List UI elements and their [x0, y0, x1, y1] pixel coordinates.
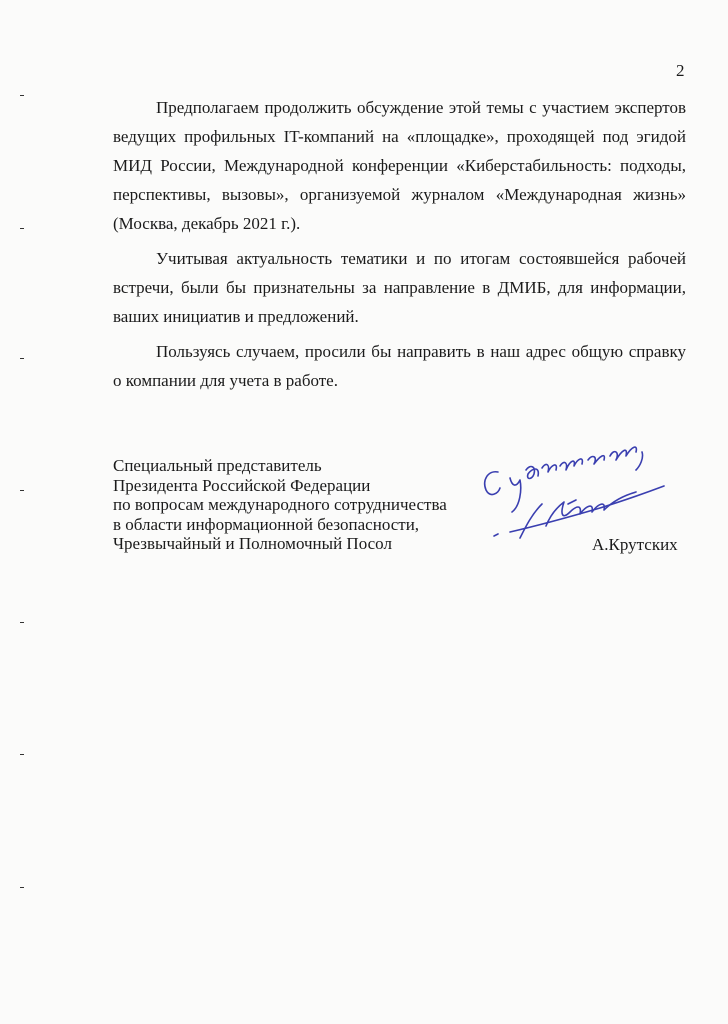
- margin-mark: [20, 490, 24, 491]
- paragraph-line: Пользуясь случаем, просили бы направить в наш адрес общую справку: [156, 342, 686, 361]
- signatory-title-line: по вопросам международного сотрудничества: [113, 495, 447, 514]
- signatory-name: А.Крутских: [592, 535, 678, 554]
- paragraph-line: (Москва, декабрь 2021 г.).: [113, 214, 301, 233]
- paragraph-closing: [113, 337, 686, 395]
- paragraph-line: ваших инициатив и предложений.: [113, 307, 359, 326]
- paragraph-line: Учитывая актуальность тематики и по итогам состоявшейся рабочей: [156, 249, 686, 268]
- page-number: 2: [676, 61, 685, 80]
- signatory-title-line: Чрезвычайный и Полномочный Посол: [113, 534, 392, 553]
- handwritten-signature: [476, 430, 676, 550]
- margin-mark: [20, 358, 24, 359]
- paragraph-line: перспективы, вызовы», организуемой журналом «Международная жизнь»: [113, 185, 686, 204]
- signatory-title: [113, 456, 447, 554]
- paragraph-line: МИД России, Международной конференции «Киберстабильность: подходы,: [113, 156, 686, 175]
- signatory-title-line: в области информационной безопасности,: [113, 514, 420, 534]
- margin-mark: [20, 754, 24, 755]
- paragraph-discussion: [113, 93, 686, 238]
- paragraph-request: [113, 244, 686, 331]
- signatory-title-line: Специальный представитель: [113, 456, 322, 475]
- margin-mark: [20, 95, 24, 96]
- margin-mark: [20, 622, 24, 623]
- margin-mark: [20, 228, 24, 229]
- margin-mark: [20, 887, 24, 888]
- paragraph-line: о компании для учета в работе.: [113, 371, 338, 390]
- signatory-title-line: Президента Российской Федерации: [113, 475, 371, 495]
- paragraph-line: Предполагаем продолжить обсуждение этой темы с участием экспертов: [156, 98, 686, 117]
- paragraph-line: встречи, были бы признательны за направление в ДМИБ, для информации,: [113, 278, 686, 297]
- paragraph-line: ведущих профильных IT-компаний на «площадке», проходящей под эгидой: [113, 127, 686, 146]
